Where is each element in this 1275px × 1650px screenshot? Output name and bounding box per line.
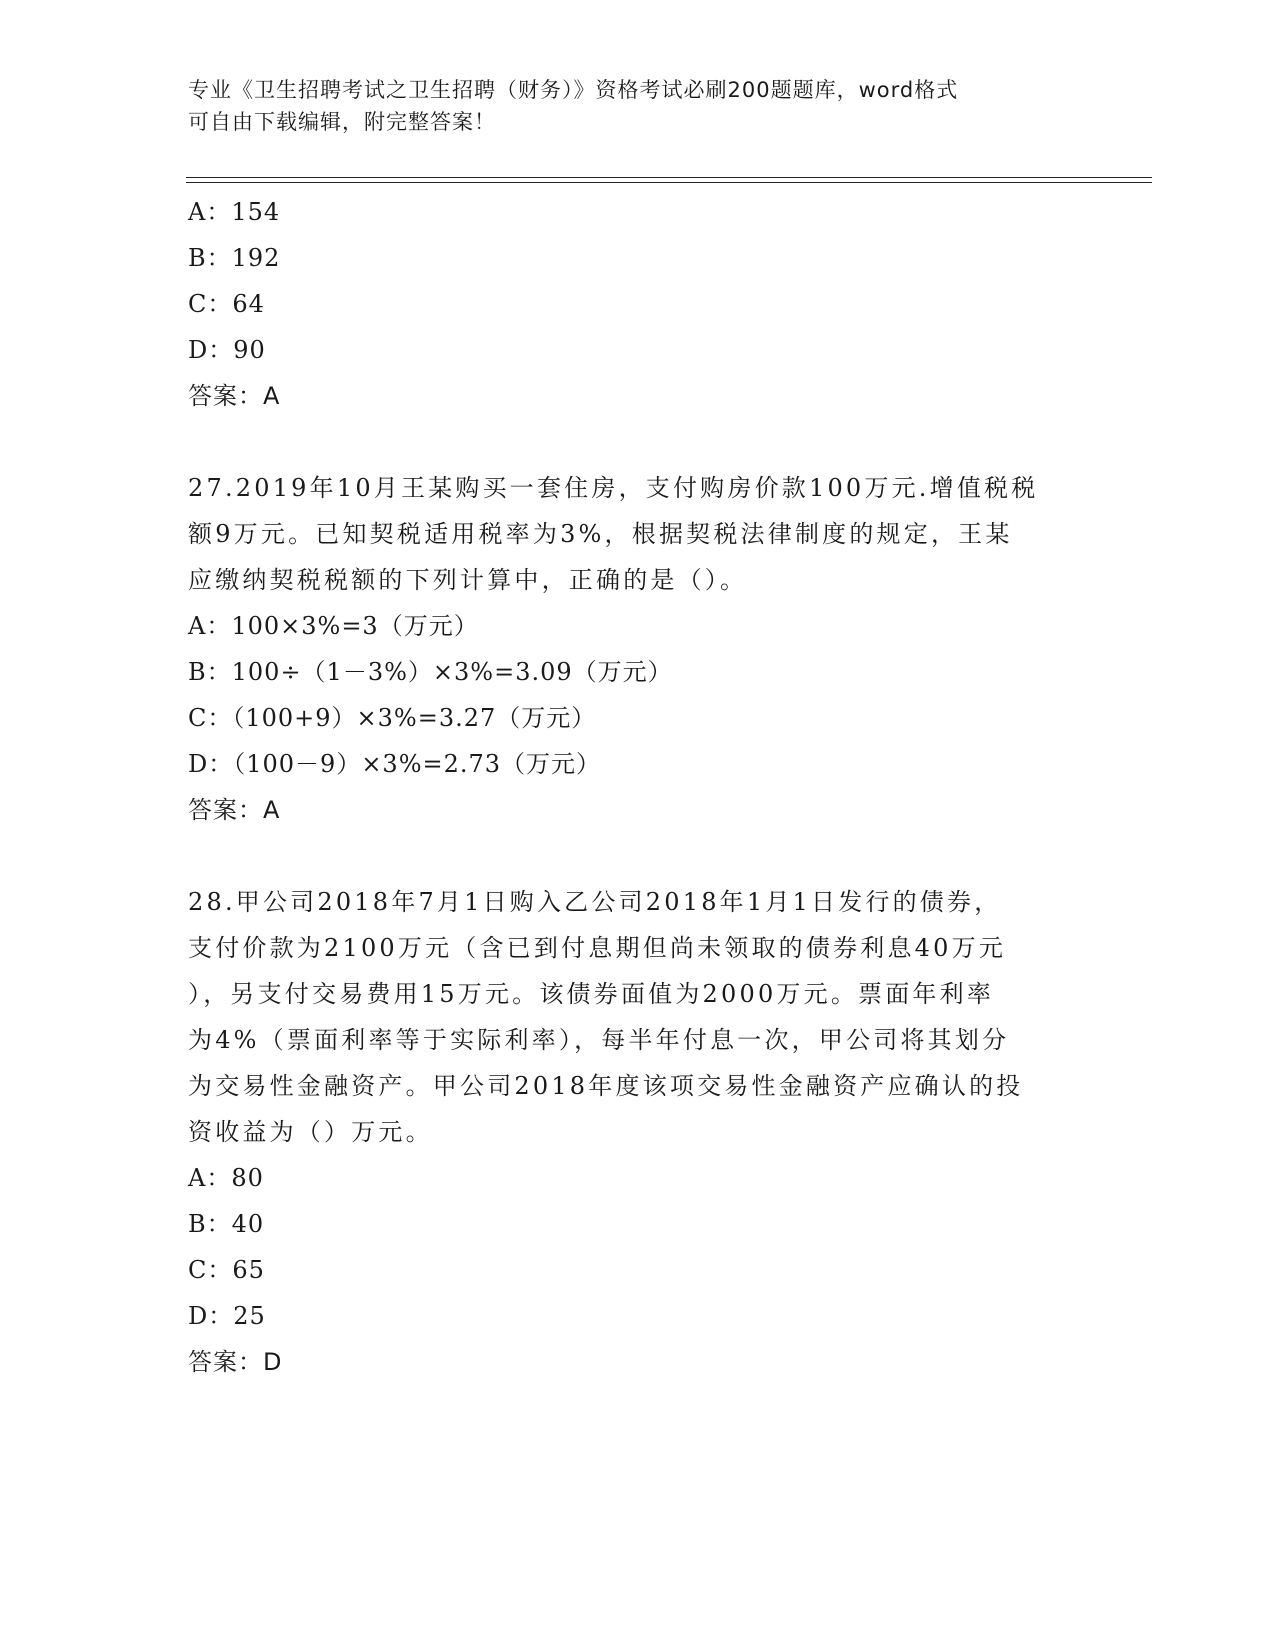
header-divider-top [186, 177, 1152, 178]
question-28-stem-line: 为交易性金融资产。甲公司2018年度该项交易性金融资产应确认的投 [188, 1072, 1024, 1100]
option-c: C：65 [188, 1256, 265, 1284]
question-28-stem-line: 资收益为（）万元。 [188, 1118, 433, 1146]
question-28-stem-line: 为4%（票面利率等于实际利率），每半年付息一次，甲公司将其划分 [188, 1026, 1010, 1054]
question-27 [188, 465, 1088, 833]
header-divider-bottom [186, 182, 1152, 183]
option-d: D：（100－9）×3%=2.73（万元） [188, 750, 602, 778]
option-a: A：100×3%=3（万元） [188, 612, 479, 640]
option-b: B：100÷（1－3%）×3%=3.09（万元） [188, 658, 673, 686]
option-a: A：154 [188, 198, 281, 226]
option-a: A：80 [188, 1164, 264, 1192]
question-28 [188, 879, 1088, 1385]
option-b: B：40 [188, 1210, 265, 1238]
question-27-stem-line: 应缴纳契税税额的下列计算中，正确的是（）。 [188, 566, 748, 594]
question-27-stem-line: 27.2019年10月王某购买一套住房，支付购房价款100万元.增值税税 [188, 474, 1039, 502]
option-c: C：64 [188, 290, 265, 318]
header-title-line-2: 可自由下载编辑，附完整答案！ [188, 110, 496, 134]
question-27-stem-line: 额9万元。已知契税适用税率为3%，根据契税法律制度的规定，王某 [188, 520, 1013, 548]
question-27-answer: 答案：A [188, 796, 281, 824]
spacer [188, 833, 1088, 879]
question-content [188, 189, 1088, 1385]
question-28-answer: 答案：D [188, 1348, 283, 1376]
question-28-stem-line: 支付价款为2100万元（含已到付息期但尚未领取的债券利息40万元 [188, 934, 1007, 962]
header-title-line-1: 专业《卫生招聘考试之卫生招聘（财务）》资格考试必刷200题题库，word格式 [188, 78, 959, 102]
option-d: D：25 [188, 1302, 266, 1330]
question-26-options [188, 189, 1088, 373]
option-d: D：90 [188, 336, 266, 364]
question-28-stem-line: 28.甲公司2018年7月1日购入乙公司2018年1月1日发行的债券， [188, 888, 1002, 916]
question-28-stem-line: ），另支付交易费用15万元。该债券面值为2000万元。票面年利率 [188, 980, 995, 1008]
question-26-answer: 答案：A [188, 382, 281, 410]
option-b: B：192 [188, 244, 281, 272]
document-header [188, 74, 1068, 138]
option-c: C：（100+9）×3%=3.27（万元） [188, 704, 597, 732]
spacer [188, 419, 1088, 465]
